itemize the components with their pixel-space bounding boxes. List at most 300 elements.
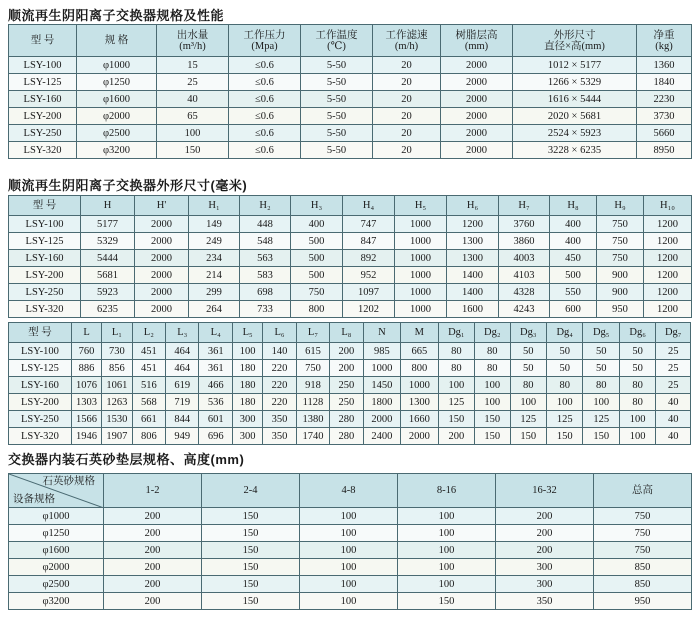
- header-cell: H₃: [291, 196, 343, 216]
- dimensions-l-table: [8, 322, 691, 445]
- table-cell: 1300: [401, 394, 438, 411]
- table-cell: 750: [594, 542, 692, 559]
- table-cell: 500: [291, 233, 343, 250]
- header-cell: [9, 25, 77, 57]
- table-cell: 25: [656, 343, 691, 360]
- table-cell: 1097: [343, 284, 395, 301]
- header-cell: L: [71, 323, 101, 343]
- table-row: [9, 576, 692, 593]
- table-row: [9, 343, 691, 360]
- table-cell: 40: [656, 428, 691, 445]
- table-cell: 25: [656, 360, 691, 377]
- table-cell: 2000: [441, 125, 513, 142]
- table-cell: 40: [656, 411, 691, 428]
- table-cell: 299: [189, 284, 240, 301]
- table-cell: 125: [510, 411, 546, 428]
- table-cell: 20: [373, 57, 441, 74]
- table-cell: LSY-320: [9, 428, 72, 445]
- table-cell: 100: [475, 394, 510, 411]
- header-cell: 总高: [594, 474, 692, 508]
- table-cell: 2000: [135, 301, 189, 318]
- table-cell: 80: [619, 377, 655, 394]
- table-row: [9, 267, 692, 284]
- table-cell: 20: [373, 125, 441, 142]
- table-cell: 80: [510, 377, 546, 394]
- table-cell: 65: [157, 108, 229, 125]
- table-cell: 200: [104, 593, 202, 610]
- table-cell: 1000: [395, 216, 447, 233]
- table-cell: 1202: [343, 301, 395, 318]
- table-cell: 50: [546, 360, 582, 377]
- table-cell: 100: [398, 576, 496, 593]
- table-cell: 180: [232, 360, 262, 377]
- table-cell: 125: [546, 411, 582, 428]
- table-cell: φ2500: [77, 125, 157, 142]
- table-cell: 100: [546, 394, 582, 411]
- table-cell: ≤0.6: [229, 125, 301, 142]
- table-cell: 50: [583, 360, 619, 377]
- table-cell: 5329: [81, 233, 135, 250]
- section-title-quartz-sand: 交换器内装石英砂垫层规格、高度(mm): [8, 452, 245, 467]
- table-cell: LSY-100: [9, 343, 72, 360]
- table-cell: 719: [166, 394, 199, 411]
- table-cell: 451: [132, 360, 165, 377]
- table-row: [9, 91, 692, 108]
- header-unit: (℃): [327, 40, 346, 52]
- table-cell: 2000: [441, 91, 513, 108]
- table-cell: LSY-160: [9, 250, 81, 267]
- table-cell: 1000: [401, 377, 438, 394]
- table-cell: 5-50: [301, 74, 373, 91]
- table-cell: ≤0.6: [229, 74, 301, 91]
- table-cell: LSY-160: [9, 377, 72, 394]
- table-cell: 4328: [499, 284, 550, 301]
- header-label: 外形尺寸: [553, 29, 596, 41]
- table-cell: 350: [263, 411, 296, 428]
- table-cell: 600: [550, 301, 597, 318]
- table-row: [9, 377, 691, 394]
- table-cell: ≤0.6: [229, 57, 301, 74]
- table-cell: φ3200: [9, 593, 104, 610]
- header-unit: (Mpa): [251, 40, 278, 52]
- quartz-sand-table: [8, 473, 692, 610]
- header-label: 工作压力: [243, 29, 286, 41]
- table-cell: LSY-250: [9, 411, 72, 428]
- header-cell: [441, 25, 513, 57]
- header-cell: 8-16: [398, 474, 496, 508]
- table-cell: 548: [240, 233, 291, 250]
- table-cell: 80: [475, 343, 510, 360]
- table-cell: 1380: [296, 411, 329, 428]
- table-cell: 516: [132, 377, 165, 394]
- table-cell: 2000: [135, 233, 189, 250]
- table-cell: 1200: [644, 233, 692, 250]
- table-cell: 100: [300, 559, 398, 576]
- table-cell: 950: [594, 593, 692, 610]
- table-cell: 100: [619, 428, 655, 445]
- header-cell: Dg₁: [438, 323, 474, 343]
- table-cell: 900: [597, 284, 644, 301]
- table-cell: 50: [619, 360, 655, 377]
- table-cell: 180: [232, 394, 262, 411]
- table-row: [9, 428, 691, 445]
- header-cell: [301, 25, 373, 57]
- table-cell: 747: [343, 216, 395, 233]
- header-cell: Dg₃: [510, 323, 546, 343]
- table-cell: 100: [475, 377, 510, 394]
- table-cell: 40: [656, 394, 691, 411]
- table-row: [9, 542, 692, 559]
- header-cell: L₅: [232, 323, 262, 343]
- table-cell: 350: [496, 593, 594, 610]
- header-unit: (kg): [655, 40, 673, 52]
- table-cell: 234: [189, 250, 240, 267]
- table-cell: 220: [263, 394, 296, 411]
- table-cell: 200: [104, 525, 202, 542]
- table-cell: 806: [132, 428, 165, 445]
- header-unit: 直径×高(mm): [544, 40, 605, 52]
- table-cell: 698: [240, 284, 291, 301]
- table-cell: 1800: [363, 394, 400, 411]
- table-cell: 1300: [447, 233, 499, 250]
- table-cell: 451: [132, 343, 165, 360]
- table-cell: 150: [202, 593, 300, 610]
- table-cell: 2000: [441, 108, 513, 125]
- table-cell: 15: [157, 57, 229, 74]
- table-cell: 40: [157, 91, 229, 108]
- table-cell: 750: [597, 233, 644, 250]
- table-cell: 1450: [363, 377, 400, 394]
- table-cell: 200: [496, 508, 594, 525]
- table-cell: LSY-100: [9, 57, 77, 74]
- table-cell: 750: [296, 360, 329, 377]
- table-cell: 2000: [441, 57, 513, 74]
- table-cell: 1076: [71, 377, 101, 394]
- header-cell: L₃: [166, 323, 199, 343]
- table-cell: ≤0.6: [229, 91, 301, 108]
- table-cell: 450: [550, 250, 597, 267]
- table-cell: 1740: [296, 428, 329, 445]
- table-cell: 1000: [395, 301, 447, 318]
- header-unit: (mm): [464, 40, 489, 52]
- table-cell: 50: [546, 343, 582, 360]
- table-cell: 100: [510, 394, 546, 411]
- table-cell: LSY-250: [9, 284, 81, 301]
- header-cell: L₆: [263, 323, 296, 343]
- header-cell: H₆: [447, 196, 499, 216]
- table-cell: LSY-125: [9, 74, 77, 91]
- table-cell: 1300: [447, 250, 499, 267]
- table-cell: 615: [296, 343, 329, 360]
- table-cell: 1566: [71, 411, 101, 428]
- table-cell: 2524 × 5923: [513, 125, 637, 142]
- header-cell: H₅: [395, 196, 447, 216]
- diag-label-equipment-spec: 设备规格: [13, 494, 55, 505]
- table-cell: 100: [398, 525, 496, 542]
- table-cell: LSY-200: [9, 394, 72, 411]
- table-cell: ≤0.6: [229, 142, 301, 159]
- header-label: 出水量: [176, 29, 209, 41]
- table-cell: 2000: [441, 74, 513, 91]
- table-cell: 250: [330, 377, 363, 394]
- table-cell: 1012 × 5177: [513, 57, 637, 74]
- table-cell: 4243: [499, 301, 550, 318]
- table-cell: 220: [263, 360, 296, 377]
- table-cell: 200: [104, 508, 202, 525]
- table-cell: 733: [240, 301, 291, 318]
- table-cell: 125: [438, 394, 474, 411]
- table-cell: 150: [157, 142, 229, 159]
- table-row: [9, 74, 692, 91]
- table-row: [9, 508, 692, 525]
- table-cell: 140: [263, 343, 296, 360]
- header-cell: [77, 25, 157, 57]
- header-cell: Dg₂: [475, 323, 510, 343]
- table-cell: 661: [132, 411, 165, 428]
- table-cell: φ1600: [77, 91, 157, 108]
- table-cell: 5923: [81, 284, 135, 301]
- table-cell: 1907: [102, 428, 132, 445]
- table-cell: 3228 × 6235: [513, 142, 637, 159]
- table-cell: φ2000: [9, 559, 104, 576]
- header-cell: L₁: [102, 323, 132, 343]
- table-cell: 200: [330, 360, 363, 377]
- table-cell: 100: [157, 125, 229, 142]
- table-cell: 4003: [499, 250, 550, 267]
- table-cell: φ2500: [9, 576, 104, 593]
- table-cell: 100: [300, 593, 398, 610]
- table-cell: 619: [166, 377, 199, 394]
- table-cell: 665: [401, 343, 438, 360]
- table-cell: 80: [546, 377, 582, 394]
- table-cell: LSY-125: [9, 233, 81, 250]
- table-cell: 1530: [102, 411, 132, 428]
- table-cell: 150: [202, 542, 300, 559]
- table-cell: 750: [594, 525, 692, 542]
- table-cell: 200: [104, 559, 202, 576]
- table-cell: 100: [300, 576, 398, 593]
- table-cell: 2000: [363, 411, 400, 428]
- table-cell: 800: [291, 301, 343, 318]
- table-row: [9, 125, 692, 142]
- table-cell: 250: [330, 394, 363, 411]
- table-cell: 1400: [447, 284, 499, 301]
- header-unit: (m/h): [394, 40, 419, 52]
- table-cell: 601: [199, 411, 232, 428]
- table-cell: 856: [102, 360, 132, 377]
- table-cell: 400: [291, 216, 343, 233]
- header-cell: L₇: [296, 323, 329, 343]
- table-cell: 985: [363, 343, 400, 360]
- table-cell: LSY-125: [9, 360, 72, 377]
- table-cell: 2000: [135, 267, 189, 284]
- table-cell: 563: [240, 250, 291, 267]
- specs-table: [8, 24, 692, 159]
- table-cell: 20: [373, 108, 441, 125]
- header-cell: Dg₆: [619, 323, 655, 343]
- table-cell: 466: [199, 377, 232, 394]
- table-cell: 50: [619, 343, 655, 360]
- table-cell: 20: [373, 142, 441, 159]
- table-cell: 300: [232, 411, 262, 428]
- table-row: [9, 559, 692, 576]
- table-cell: 500: [291, 267, 343, 284]
- table-cell: 750: [291, 284, 343, 301]
- header-cell: N: [363, 323, 400, 343]
- table-cell: 80: [583, 377, 619, 394]
- table-cell: 844: [166, 411, 199, 428]
- table-cell: 80: [438, 343, 474, 360]
- table-row: [9, 57, 692, 74]
- header-cell: [373, 25, 441, 57]
- header-cell: 型 号: [9, 323, 72, 343]
- table-cell: LSY-320: [9, 142, 77, 159]
- table-cell: 150: [546, 428, 582, 445]
- header-cell: H₁: [189, 196, 240, 216]
- table-cell: 550: [550, 284, 597, 301]
- table-cell: 150: [202, 559, 300, 576]
- table-cell: 5-50: [301, 108, 373, 125]
- table-cell: 760: [71, 343, 101, 360]
- table-cell: 100: [398, 542, 496, 559]
- table-cell: 3730: [637, 108, 692, 125]
- table-cell: 100: [232, 343, 262, 360]
- header-cell: 2-4: [202, 474, 300, 508]
- table-cell: LSY-200: [9, 267, 81, 284]
- table-cell: 2230: [637, 91, 692, 108]
- table-cell: 892: [343, 250, 395, 267]
- table-row: [9, 108, 692, 125]
- table-cell: φ1000: [9, 508, 104, 525]
- table-cell: 50: [583, 343, 619, 360]
- table-cell: 1061: [102, 377, 132, 394]
- table-cell: 1000: [395, 233, 447, 250]
- table-cell: 300: [496, 576, 594, 593]
- table-cell: φ1600: [9, 542, 104, 559]
- table-cell: 1000: [395, 267, 447, 284]
- table-cell: 5660: [637, 125, 692, 142]
- table-cell: 80: [438, 360, 474, 377]
- table-row: [9, 525, 692, 542]
- header-label: 规 格: [104, 35, 129, 46]
- table-cell: 149: [189, 216, 240, 233]
- table-cell: 750: [594, 508, 692, 525]
- table-cell: 200: [330, 343, 363, 360]
- table-cell: 150: [475, 428, 510, 445]
- table-cell: 500: [291, 250, 343, 267]
- table-cell: 5444: [81, 250, 135, 267]
- table-cell: 1263: [102, 394, 132, 411]
- header-label: 工作温度: [315, 29, 358, 41]
- table-cell: 150: [202, 525, 300, 542]
- table-row: [9, 233, 692, 250]
- header-cell: M: [401, 323, 438, 343]
- header-cell: Dg₅: [583, 323, 619, 343]
- table-cell: 5681: [81, 267, 135, 284]
- table-cell: φ3200: [77, 142, 157, 159]
- table-cell: 150: [202, 576, 300, 593]
- table-cell: 150: [583, 428, 619, 445]
- table-cell: 1000: [395, 250, 447, 267]
- table-cell: φ1250: [9, 525, 104, 542]
- table-cell: 400: [550, 216, 597, 233]
- table-cell: 150: [510, 428, 546, 445]
- table-cell: 6235: [81, 301, 135, 318]
- table-cell: 2020 × 5681: [513, 108, 637, 125]
- table-cell: 847: [343, 233, 395, 250]
- table-cell: 3760: [499, 216, 550, 233]
- table-cell: 280: [330, 428, 363, 445]
- table-cell: 1200: [644, 301, 692, 318]
- table-cell: 3860: [499, 233, 550, 250]
- table-cell: 1616 × 5444: [513, 91, 637, 108]
- table-cell: 400: [550, 233, 597, 250]
- table-cell: 5-50: [301, 125, 373, 142]
- table-cell: 1600: [447, 301, 499, 318]
- table-cell: ≤0.6: [229, 108, 301, 125]
- table-cell: 886: [71, 360, 101, 377]
- table-cell: 1840: [637, 74, 692, 91]
- dimensions-h-table: [8, 195, 692, 318]
- table-cell: 100: [300, 508, 398, 525]
- header-cell: H₂: [240, 196, 291, 216]
- diag-label-sand-spec: 石英砂规格: [42, 476, 95, 487]
- table-cell: φ1000: [77, 57, 157, 74]
- table-cell: 361: [199, 360, 232, 377]
- table-cell: LSY-250: [9, 125, 77, 142]
- table-cell: 5177: [81, 216, 135, 233]
- table-cell: 300: [232, 428, 262, 445]
- header-cell: [637, 25, 692, 57]
- table-cell: 180: [232, 377, 262, 394]
- table-cell: 2000: [135, 216, 189, 233]
- table-cell: 464: [166, 343, 199, 360]
- header-label: 净重: [653, 29, 675, 41]
- table-cell: 200: [104, 542, 202, 559]
- table-cell: LSY-100: [9, 216, 81, 233]
- table-cell: 949: [166, 428, 199, 445]
- table-cell: 150: [475, 411, 510, 428]
- table-cell: 1946: [71, 428, 101, 445]
- table-cell: 200: [438, 428, 474, 445]
- table-row: [9, 284, 692, 301]
- table-row: [9, 394, 691, 411]
- section-title-dimensions-h: 顺流再生阴阳离子交换器外形尺寸(毫米): [8, 178, 248, 193]
- table-cell: 200: [104, 576, 202, 593]
- table-cell: 20: [373, 74, 441, 91]
- table-cell: 100: [619, 411, 655, 428]
- header-label: 工作滤速: [385, 29, 428, 41]
- table-cell: 280: [330, 411, 363, 428]
- table-cell: 8950: [637, 142, 692, 159]
- header-cell: [229, 25, 301, 57]
- header-cell: L₈: [330, 323, 363, 343]
- table-cell: 536: [199, 394, 232, 411]
- table-cell: 264: [189, 301, 240, 318]
- table-cell: 1200: [644, 267, 692, 284]
- table-cell: 750: [597, 216, 644, 233]
- table-cell: 500: [550, 267, 597, 284]
- table-cell: 1200: [447, 216, 499, 233]
- table-cell: 1200: [644, 250, 692, 267]
- table-cell: 20: [373, 91, 441, 108]
- table-row: [9, 216, 692, 233]
- table-cell: 220: [263, 377, 296, 394]
- table-cell: 1200: [644, 216, 692, 233]
- header-cell: [513, 25, 637, 57]
- table-cell: 100: [438, 377, 474, 394]
- table-cell: 361: [199, 343, 232, 360]
